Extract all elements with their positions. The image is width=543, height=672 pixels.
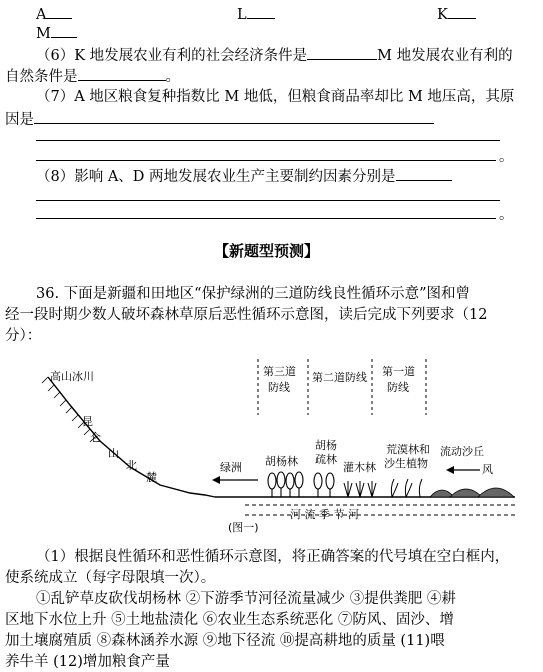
- q36-option-line4: 养牛羊 (12)增加粮食产量: [5, 654, 170, 670]
- blank-a[interactable]: [46, 4, 72, 19]
- desert-plants: [391, 479, 422, 497]
- q7-end: 。: [499, 149, 514, 165]
- kunlun-char-2: 仑: [90, 431, 101, 444]
- q36-option-line3: 加土壤腐殖质 ⑧森林涵养水源 ⑨地下径流 ⑩提高耕地的质量 (11)喂: [5, 633, 445, 649]
- q36-line2: 经一段时期少数人破坏森林草原后恶性循环示意图，读后完成下列要求（12: [5, 307, 488, 323]
- q36-line1: 36. 下面是新疆和田地区“保护绿洲的三道防线良性循环示意”图和曾: [36, 286, 470, 302]
- blank-m[interactable]: [51, 23, 77, 38]
- q6-line2: 自然条件是 。: [5, 66, 180, 86]
- q6-blank-2[interactable]: [78, 66, 166, 81]
- q6-line1: （6）K 地发展农业有利的社会经济条件是 M 地发展农业有利的: [36, 45, 513, 65]
- q36-sub1-line1: （1）根据良性循环和恶性循环示意图，将正确答案的代号填在空白框内，: [36, 549, 510, 565]
- oasis-defense-diagram: [30, 355, 520, 538]
- oasis-label: 绿洲: [220, 461, 242, 474]
- figure-caption: (图一): [228, 521, 259, 534]
- third-line-label-2: 防线: [268, 381, 290, 394]
- shrub-label: 灌木林: [343, 461, 376, 474]
- second-line-label: 第二道防线: [312, 371, 367, 384]
- q8-end: 。: [499, 207, 514, 223]
- q8-blank-1[interactable]: [396, 166, 452, 181]
- dune-label: 流动沙丘: [440, 445, 484, 458]
- oasis-arrowhead: [212, 476, 220, 484]
- kunlun-char-1: 昆: [82, 415, 93, 428]
- q7-line1: （7）A 地区粮食复种指数比 M 地低，但粮食商品率却比 M 地压高，其原: [36, 89, 515, 105]
- wind-label: 风: [482, 463, 493, 476]
- kunlun-char-3: 山: [108, 447, 119, 460]
- desert-forest-label-1: 荒漠林和: [386, 443, 430, 456]
- huyang-sparse-label-1: 胡杨: [315, 439, 337, 452]
- first-line-label-1: 第一道: [382, 365, 415, 378]
- kunlun-char-4: 北: [126, 459, 137, 472]
- wind-arrowhead: [446, 466, 454, 474]
- q7-blank-2[interactable]: [36, 140, 500, 141]
- kunlun-char-5: 麓: [146, 471, 157, 484]
- q8-line1: （8）影响 A、D 两地发展农业生产主要制约因素分别是: [36, 166, 452, 186]
- label-m: M: [36, 23, 77, 43]
- river-label: 河 流 季 节 河: [290, 508, 359, 521]
- glacier-label: 高山冰川: [50, 370, 94, 383]
- q7-line2: 因是: [5, 109, 434, 129]
- q36-line3: 分）：: [5, 328, 42, 344]
- q36-option-line2: 区地下水位上升 ⑤土地盐渍化 ⑥农业生态系统恶化 ⑦防风、固沙、增: [5, 612, 454, 628]
- label-a: A: [36, 4, 72, 24]
- q7-blank-3[interactable]: [36, 160, 496, 161]
- slope-hatching: [42, 377, 96, 442]
- label-k: K: [437, 4, 476, 24]
- blank-l[interactable]: [247, 4, 275, 19]
- q8-blank-3[interactable]: [36, 218, 496, 219]
- huyang-sparse-trees: [314, 473, 334, 497]
- mountain-slope: [48, 377, 215, 497]
- first-line-label-2: 防线: [387, 381, 409, 394]
- shrubs: [344, 481, 376, 497]
- section-title: 【新题型预测】: [214, 242, 320, 260]
- q8-blank-2[interactable]: [36, 200, 500, 201]
- q7-blank-1[interactable]: [34, 109, 434, 124]
- label-l: L: [237, 4, 275, 24]
- desert-forest-label-2: 沙生植物: [384, 457, 428, 470]
- q36-sub1-line2: 使系统成立（每字母限填一次）。: [5, 570, 216, 586]
- huyang-sparse-label-2: 疏林: [315, 453, 337, 466]
- q36-option-line1: ①乱铲草皮砍伐胡杨林 ②下游季节河径流量减少 ③提供粪肥 ④耕: [36, 591, 456, 607]
- blank-k[interactable]: [448, 4, 476, 19]
- sand-dunes: [430, 488, 514, 497]
- third-line-label-1: 第三道: [263, 365, 296, 378]
- huyang-trees: [268, 472, 303, 497]
- huyang-forest-label: 胡杨林: [265, 455, 298, 468]
- q6-blank-1[interactable]: [307, 45, 377, 60]
